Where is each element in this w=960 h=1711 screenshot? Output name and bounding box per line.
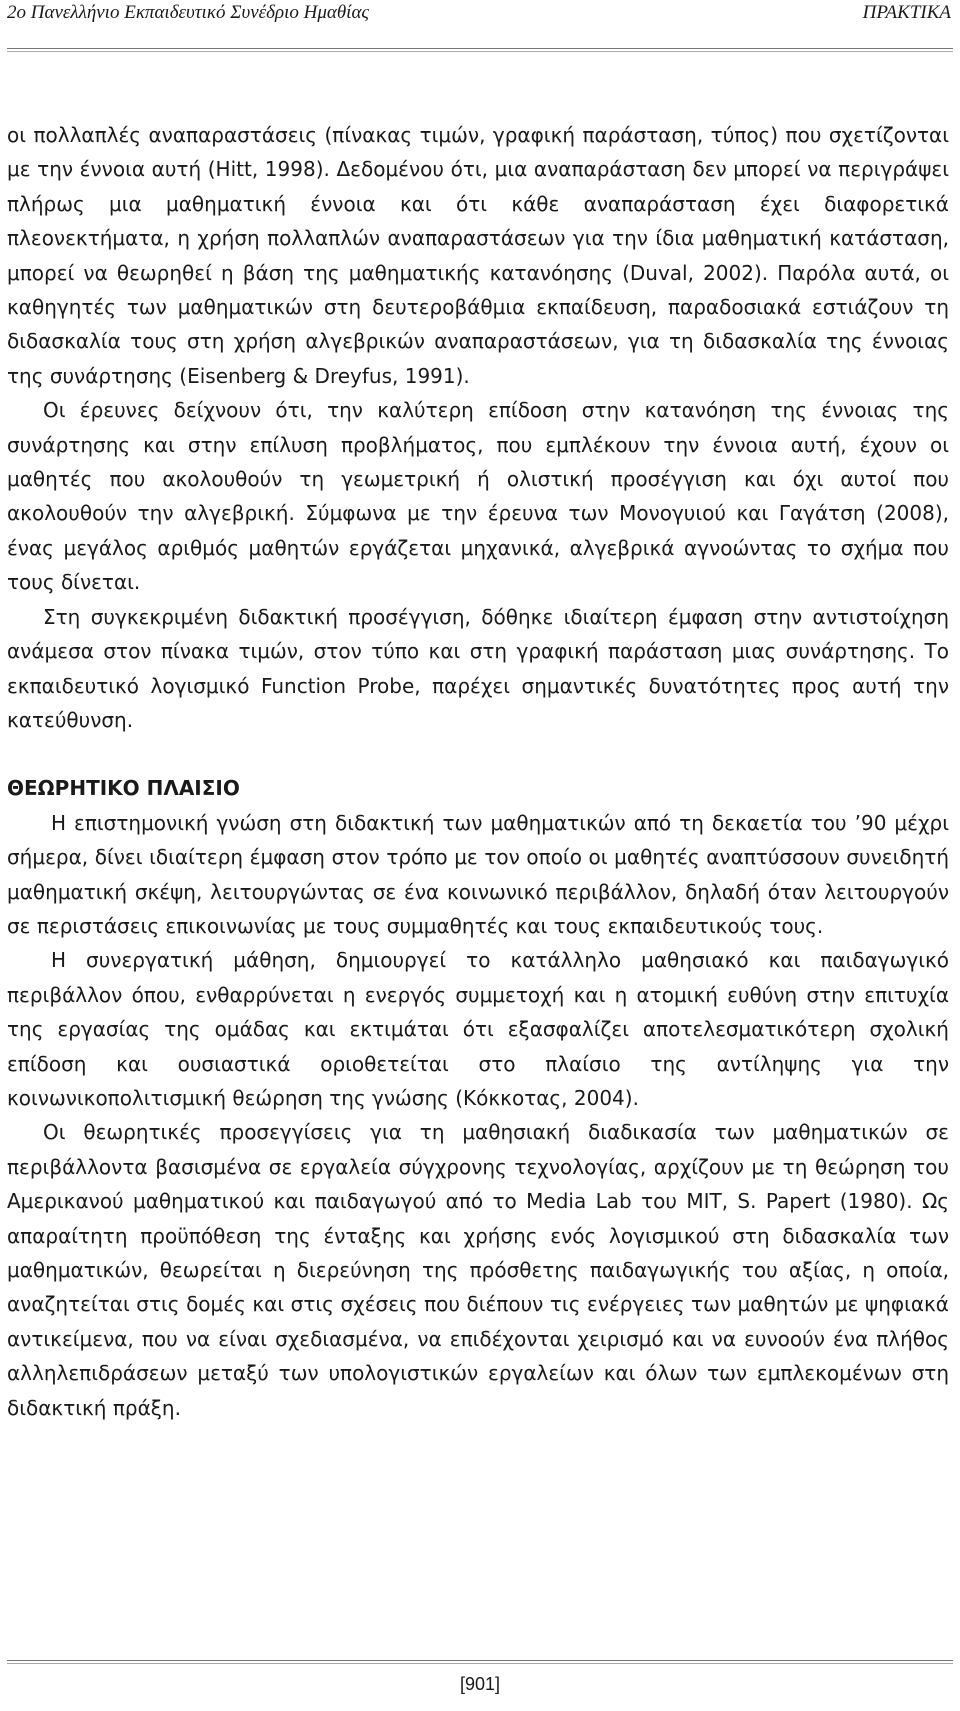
paragraph-scientific-knowledge: Η επιστημονική γνώση στη διδακτική των μαθηματικών από τη δεκαετία του ’90 μέχρι σήμερα, δίνει ιδιαίτερη έμφαση στον τρόπο με τον οποίο οι μαθητές αναπτύσσουν συνειδητή μαθηματική σκέψη, λειτουργώντας σε ένα κοινωνικό περιβάλλον, δηλαδή όταν λειτουργούν σε περιστάσεις επικοινωνίας με τους συμμαθητές και τους εκπαιδευτικούς τους. xyxy=(7,810,949,938)
page-header xyxy=(7,0,953,34)
proceedings-label: ΠΡΑΚΤΙΚΑ xyxy=(862,2,951,23)
header-rule xyxy=(7,48,953,52)
paragraph-theoretical-approaches: Οι θεωρητικές προσεγγίσεις για τη μαθησιακή διαδικασία των μαθηματικών σε περιβάλλοντα βασισμένα σε εργαλεία σύγχρονης τεχνολογίας, αρχίζουν με τη θεώρηση του Αμερικανού μαθηματικού και παιδαγωγού από το Media Lab του MIT, S. Papert (1980). Ως απαραίτητη προϋπόθεση της ένταξης και χρήσης ενός λογισμικού στη διδασκαλία των μαθηματικών, θεωρείται η διερεύνηση της πρόσθετης παιδαγωγικής του αξίας, η οποία, αναζητείται στις δομές και στις σχέσεις που διέπουν τις ενέργειες των μαθητών με ψηφιακά αντικείμενα, που να είναι σχεδιασμένα, να επιδέχονται χειρισμό και να ευνοούν ένα πλήθος αλληλεπιδράσεων μεταξύ των υπολογιστικών εργαλείων και όλων των εμπλεκομένων στη διδακτική πράξη. xyxy=(7,1120,949,1420)
paragraph-function-probe: Στη συγκεκριμένη διδακτική προσέγγιση, δόθηκε ιδιαίτερη έμφαση στην αντιστοίχηση ανάμεσα στον πίνακα τιμών, στον τύπο και στη γραφική παράσταση μιας συνάρτησης. Το εκπαιδευτικό λογισμικό Function Probe, παρέχει σημαντικές δυνατότητες προς αυτή την κατεύθυνση. xyxy=(7,604,949,732)
paragraph-representations: οι πολλαπλές αναπαραστάσεις (πίνακας τιμών, γραφική παράσταση, τύπος) που σχετίζονται με την έννοια αυτή (Hitt, 1998). Δεδομένου ότι, μια αναπαράσταση δεν μπορεί να περιγράψει πλήρως μια μαθηματική έννοια και ότι κάθε αναπαράσταση έχει διαφορετικά πλεονεκτήματα, η χρήση πολλαπλών αναπαραστάσεων για την ίδια μαθηματική κατάσταση, μπορεί να θεωρηθεί η βάση της μαθηματικής κατανόησης (Duval, 2002). Παρόλα αυτά, οι καθηγητές των μαθηματικών στη δευτεροβάθμια εκπαίδευση, παραδοσιακά εστιάζουν τη διδασκαλία τους στη χρήση αλγεβρικών αναπαραστάσεων, για τη διδασκαλία της έννοιας της συνάρτησης (Eisenberg & Dreyfus, 1991). xyxy=(7,123,949,388)
paragraph-research: Οι έρευνες δείχνουν ότι, την καλύτερη επίδοση στην κατανόηση της έννοιας της συνάρτησης και στην επίλυση προβλήματος, που εμπλέκουν την έννοια αυτή, έχουν οι μαθητές που ακολουθούν τη γεωμετρική ή ολιστική προσέγγιση και όχι αυτοί που ακολουθούν την αλγεβρική. Σύμφωνα με την έρευνα των Μονογυιού και Γαγάτση (2008), ένας μεγάλος αριθμός μαθητών εργάζεται μηχανικά, αλγεβρικά αγνοώντας το σχήμα που τους δίνεται. xyxy=(7,398,949,595)
section-heading: ΘΕΩΡΗΤΙΚΟ ΠΛΑΙΣΙΟ xyxy=(7,776,240,801)
paragraph-collaborative-learning: Η συνεργατική μάθηση, δημιουργεί το κατάλληλο μαθησιακό και παιδαγωγικό περιβάλλον όπου, ενθαρρύνεται η ενεργός συμμετοχή και η ατομική ευθύνη στην επιτυχία της εργασίας της ομάδας και εκτιμάται ότι εξασφαλίζει αποτελεσματικότερη σχολική επίδοση και ουσιαστικά οριοθετείται στο πλαίσιο της αντίληψης για την κοινωνικοπολιτισμική θεώρηση της γνώσης (Κόκκοτας, 2004). xyxy=(7,948,949,1110)
footer-rule xyxy=(7,1660,953,1664)
main-text xyxy=(7,118,949,1425)
page-number: [901] xyxy=(459,1674,501,1694)
conference-title: 2ο Πανελλήνιο Εκπαιδευτικό Συνέδριο Ημαθίας xyxy=(7,2,370,23)
